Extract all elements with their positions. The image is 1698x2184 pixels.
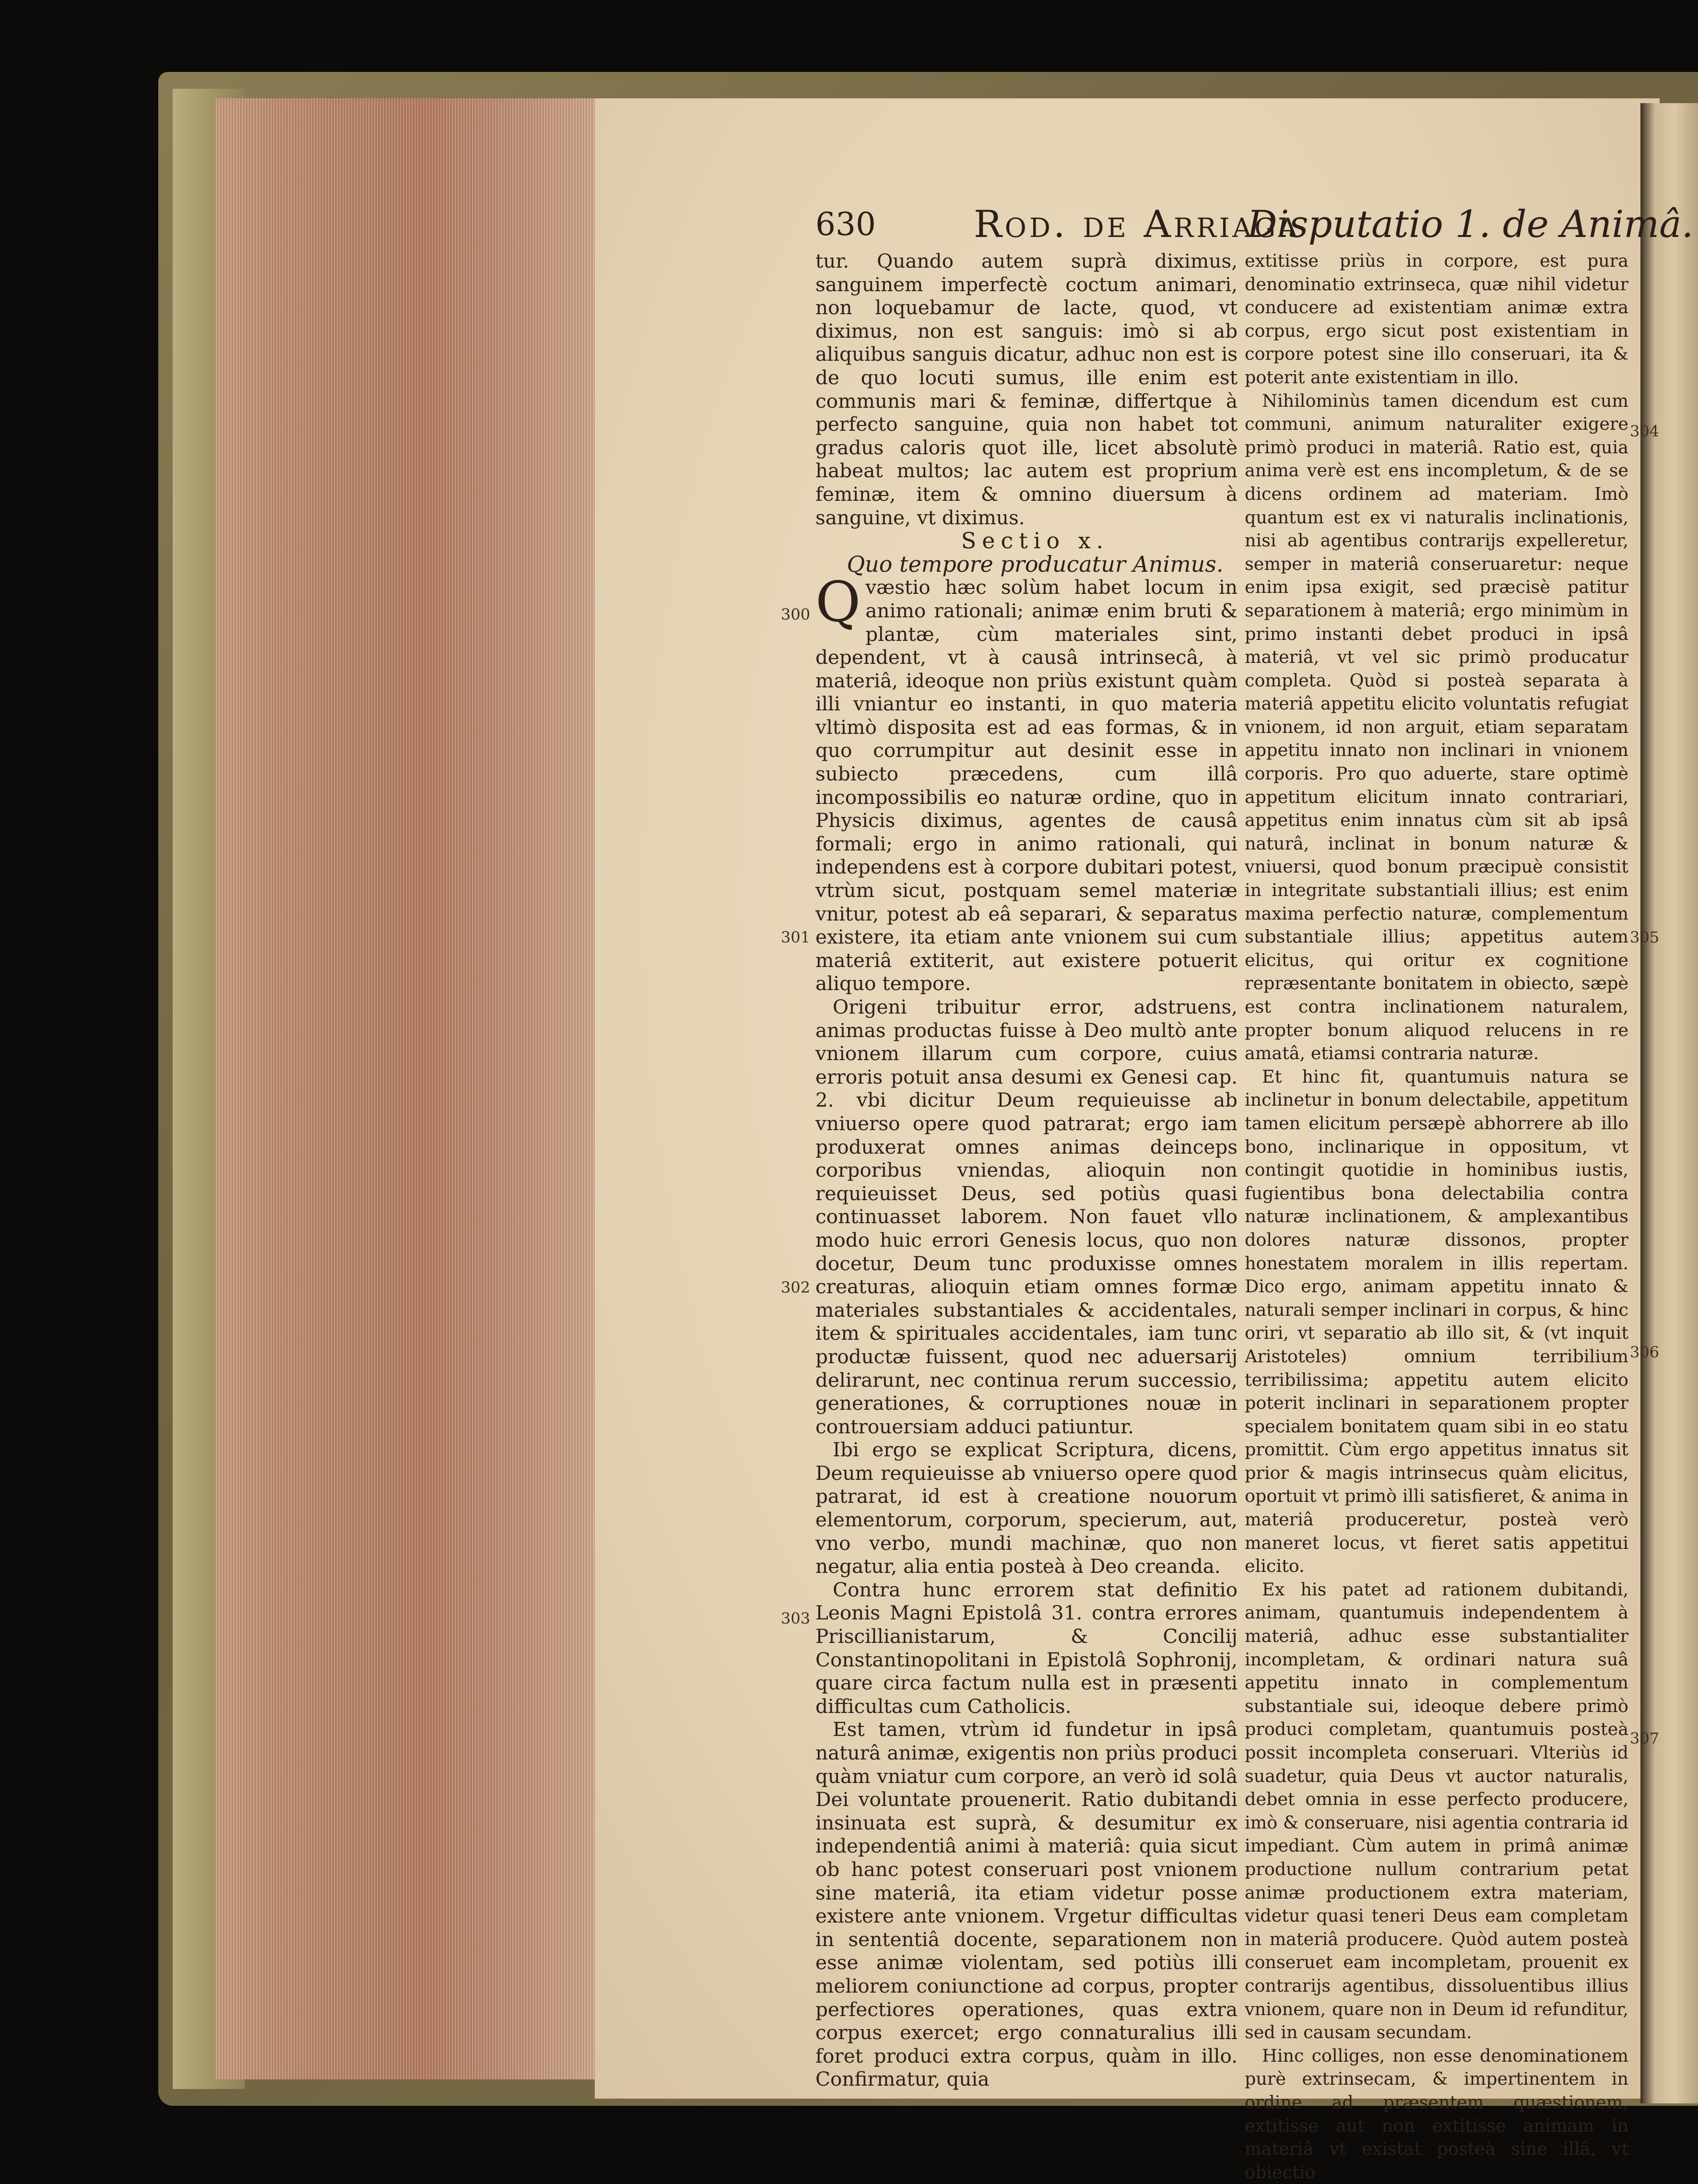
running-head (815, 201, 1694, 248)
margin-number-306: 306 (1630, 1343, 1660, 1361)
section-title: Quo tempore producatur Animus. (847, 551, 1224, 577)
margin-number-305: 305 (1630, 928, 1660, 946)
margin-number-301: 301 (781, 928, 811, 946)
left-text-column (815, 249, 1238, 2091)
paragraph: tur. Quando autem suprà diximus, sanguinem imperfectè coctum animari, non loquebamur de lacte, quod, vt diximus, non est sanguis: imò si ab aliquibus sanguis dicatur, adhuc non est is de quo locuti sumus, ille enim est communis mari & feminæ, differtque à perfecto sanguine, quia non habet tot gradus caloris quot ille, licet absolutè habeat multos; lac autem est proprium feminæ, item & omnino diuersum à sanguine, vt diximus. (815, 249, 1238, 529)
section-heading: Sectio x. (961, 528, 1109, 554)
margin-number-302: 302 (781, 1278, 811, 1297)
paragraph-306: Ex his patet ad rationem dubitandi, animam, quantumuis independentem à materiâ, adhuc esse substantialiter incompletam, & ordinari natura suâ appetitu innato in complementum substantiale sui, ideoque debere primò produci completam, quantumuis posteà possit incompleta conseruari. Vlteriùs id suadetur, quia Deus vt auctor naturalis, debet omnia in esse perfecto producere, imò & conseruare, nisi agentia contraria id impediant. Cùm autem in primâ animæ productione nullum contrarium petat animæ productionem extra materiam, videtur quasi teneri Deus eam completam in materiâ producere. Quòd autem posteà conseruet eam incompletam, prouenit ex contrarijs agentibus, dissoluentibus illius vnionem, quare non in Deum id refunditur, sed in causam secundam. (1245, 1579, 1628, 2043)
paragraph-304: Nihilominùs tamen dicendum est cum communi, animum naturaliter exigere primò produci in materiâ. Ratio est, quia anima verè est ens incompletum, & de se dicens ordinem ad materiam. Imò quantum est ex vi naturalis inclinationis, nisi ab agentibus contrarijs expelleretur, semper in materiâ conseruaretur: neque enim ipsa exigit, sed præcisè patitur separationem à materiâ; ergo minimùm in primo instanti debet produci in ipsâ materiâ, vt vel sic primò producatur completa. Quòd si posteà separata à materiâ appetitu elicito voluntatis refugiat vnionem, id non arguit, etiam separatam appetitu innato non inclinari in vnionem corporis. Pro quo aduerte, stare optimè appetitum elicitum innato contrariari, appetitus enim innatus cùm sit ab ipsâ naturâ, inclinat in bonum naturæ & vniuersi, quod bonum præcipuè consistit in integritate substantiali illius; est enim maxima perfectio naturæ, complementum substantiale illius; appetitus autem elicitus, qui oritur ex cognitione repræsentante bonitatem in obiecto, sæpè est contra inclinationem naturalem, propter bonum aliquod relucens in re amatâ, etiamsi contraria naturæ. (1245, 390, 1628, 1064)
running-head-author: Rod. de Arriaga (974, 203, 1300, 246)
paragraph-301: Origeni tribuitur error, adstruens, animas productas fuisse à Deo multò ante vnionem illarum cum corpore, cuius erroris potuit ansa desumi ex Genesi cap. 2. vbi dicitur Deum requieuisse ab vniuerso opere quod patrarat; ergo iam produxerat omnes animas deinceps corporibus vniendas, alioquin non requieuisset Deus, sed potiùs quasi continuasset laborem. Non fauet vllo modo huic errori Genesis locus, quo non docetur, Deum tunc produxisse omnes creaturas, alioquin etiam omnes formæ materiales substantiales & accidentales, item & spirituales accidentales, iam tunc productæ fuissent, quod nec aduersarij delirarunt, nec continua rerum successio, generationes, & corruptiones nouæ in controuersiam adduci patiuntur. (815, 995, 1238, 1438)
margin-number-304: 304 (1630, 422, 1660, 440)
paragraph-303: Est tamen, vtrùm id fundetur in ipsâ naturâ animæ, exigentis non priùs produci quàm vniatur cum corpore, an verò id solâ Dei voluntate prouenerit. Ratio dubitandi insinuata est suprà, & desumitur ex independentiâ animi à materiâ: quia sicut ob hanc potest conseruari post vnionem sine materiâ, ita etiam videtur posse existere ante vnionem. Vrgetur difficultas in sententiâ docente, separationem non esse animæ violentam, sed potiùs illi meliorem coniunctione ad corpus, propter perfectiores operationes, quas extra corpus exercet; ergo connaturalius illi foret produci extra corpus, quàm in illo. Confirmatur, quia (815, 1718, 1238, 2091)
paragraph-300-text: væstio hæc solùm habet locum in animo rationali; animæ enim bruti & plantæ, cùm materiales sint, dependent, vt à causâ intrinsecâ, à materiâ, ideoque non priùs existunt quàm illi vniantur eo instanti, in quo materia vltimò disposita est ad eas formas, & in quo corrumpitur aut desinit esse in subiecto præcedens, cum illâ incompossibilis eo naturæ ordine, quo in Physicis diximus, agentes de causâ formali; ergo in animo rationali, qui independens est à corpore dubitari potest, vtrùm sicut, postquam semel materiæ vnitur, potest ab eâ separari, & separatus existere, ita etiam ante vnionem sui cum materiâ extiterit, aut existere potuerit aliquo tempore. (815, 576, 1238, 995)
margin-number-307: 307 (1630, 1729, 1660, 1747)
margin-number-303: 303 (781, 1609, 811, 1628)
drop-capital: Q (815, 570, 861, 635)
paragraph-300 (815, 570, 1238, 995)
paragraph-302: Ibi ergo se explicat Scriptura, dicens, Deum requieuisse ab vniuerso opere quod patrarat, id est à creatione nouorum elementorum, corporum, specierum, aut, vno verbo, mundi machinæ, quo non negatur, alia entia posteà à Deo creanda. (815, 1438, 1238, 1578)
facing-page-edge (1640, 103, 1698, 2103)
paragraph-contra: Contra hunc errorem stat definitio Leonis Magni Epistolâ 31. contra errores Priscillianistarum, & Concilij Constantinopolitani in Epistolâ Sophronij, quare circa factum nulla est in præsenti difficultas cum Catholicis. (815, 1578, 1238, 1718)
page-block-fore-edge (216, 98, 595, 2079)
margin-number-300: 300 (781, 605, 811, 624)
paragraph-307: Hinc colliges, non esse denominationem purè extrinsecam, & impertinentem in ordine ad præsentem quæstionem, extitisse aut non extitisse animam in materiâ vt existat posteà sine illâ, vt obiectio (1245, 2045, 1628, 2183)
page-number: 630 (815, 206, 876, 243)
paragraph-305: Et hinc fit, quantumuis natura se inclinetur in bonum delectabile, appetitum tamen elicitum persæpè abhorrere ab illo bono, inclinarique in oppositum, vt contingit quotidie in hominibus iustis, fugientibus bona delectabilia contra naturæ inclinationem, & amplexantibus dolores naturæ dissonos, propter honestatem moralem in illis repertam. Dico ergo, animam appetitu innato & naturali semper inclinari in corpus, & hinc oriri, vt separatio ab illo sit, & (vt inquit Aristoteles) omnium terribilium terribilissima; appetitu autem elicito poterit inclinari in separationem propter specialem bonitatem quam sibi in eo statu promittit. Cùm ergo appetitus innatus sit prior & magis intrinsecus quàm elicitus, oportuit vt primò illi satisfieret, & anima in materiâ produceretur, posteà verò maneret locus, vt fieret satis appetitui elicito. (1245, 1066, 1628, 1577)
right-text-column (1245, 249, 1628, 2184)
paragraph: extitisse priùs in corpore, est pura denominatio extrinseca, quæ nihil videtur conducere ad existentiam animæ extra corpus, ergo sicut post existentiam in corpore potest sine illo conseruari, ita & poterit ante existentiam in illo. (1245, 250, 1628, 388)
running-head-subject: Disputatio 1. de Animâ. (1247, 203, 1694, 246)
